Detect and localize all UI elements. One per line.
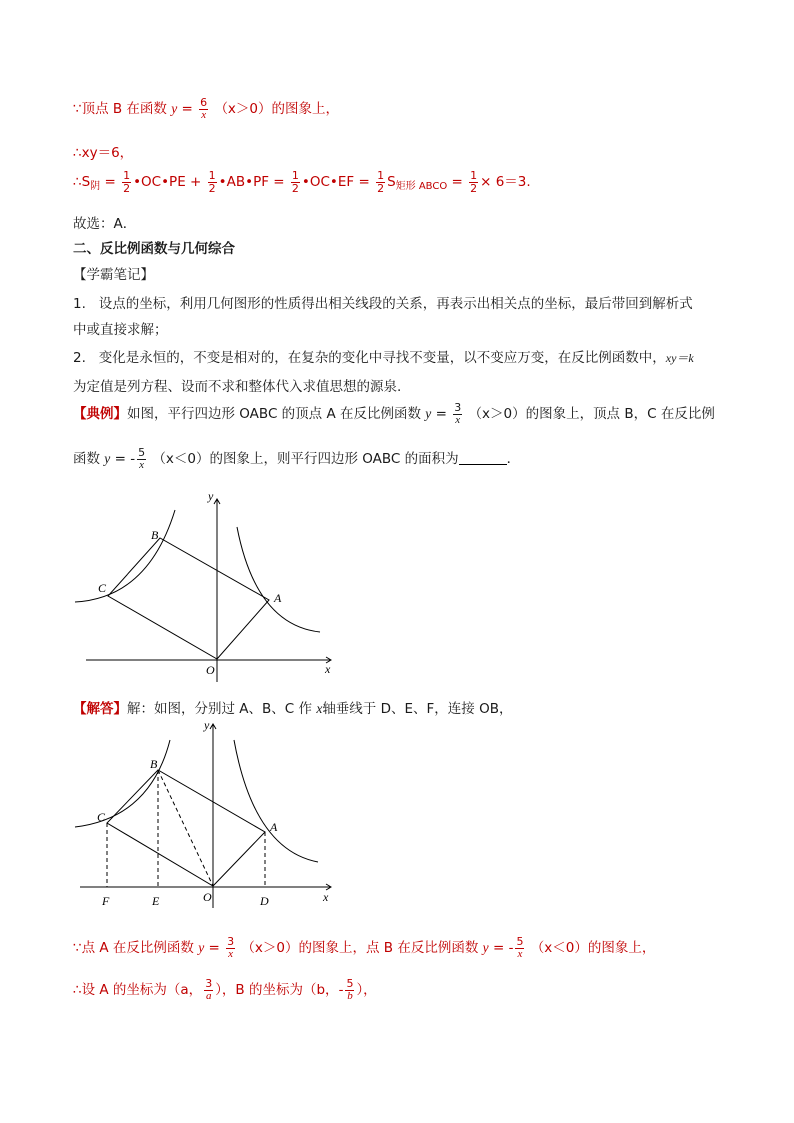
final1-n1: 3 (227, 935, 235, 948)
example-p2b: （x＜0）的图象上，则平行四边形 OABC 的面积为 (152, 451, 459, 468)
final1-p2: （x＞0）的图象上，点 B 在反比例函数 (241, 940, 479, 957)
example-y1: y (425, 406, 432, 422)
line3-t3: •OC•EF = (301, 174, 370, 191)
line3-prefix: ∴S (73, 174, 91, 191)
fig1-curve-left (75, 510, 175, 602)
line-coordinates (73, 978, 377, 1002)
line-vertex-b (73, 97, 339, 121)
line1-prefix: ∵顶点 B 在函数 (73, 101, 167, 118)
line3-t5: × 6＝3. (480, 174, 531, 191)
example-n2: 5 (138, 446, 146, 459)
line1-eq: = (181, 101, 193, 118)
line3-frac3 (291, 170, 300, 194)
fig1-label-A: A (274, 591, 282, 605)
final1-n2: 5 (516, 935, 524, 948)
line3-f5d: 2 (470, 181, 478, 195)
fig2-label-E: E (152, 894, 160, 908)
fig2-label-B: B (150, 757, 158, 771)
line3-frac2 (208, 170, 217, 194)
line3-frac5 (469, 170, 478, 194)
line3-f2n: 1 (208, 169, 216, 182)
solution-text-b: 轴垂线于 D、E、F，连接 OB， (322, 701, 513, 717)
line3-eq2: = (451, 174, 463, 191)
line-xy-equals (73, 141, 133, 161)
fig1-curve-right (237, 527, 320, 632)
final2-p1: ∴设 A 的坐标为（a， (73, 982, 203, 999)
final2-n1: 3 (205, 977, 213, 990)
figure-1-parallelogram (0, 485, 794, 690)
answer-line (73, 212, 136, 232)
fig2-label-F: F (102, 894, 110, 908)
note-2-line-a (73, 346, 694, 366)
note2-formula: xy＝k (665, 351, 694, 365)
final1-y2: y (482, 940, 489, 956)
final2-p3: ）， (356, 982, 377, 999)
final1-sign2: - (508, 940, 514, 957)
fig1-label-y: y (208, 489, 214, 503)
fig1-label-C: C (98, 581, 107, 595)
line3-f2d: 2 (208, 181, 216, 195)
answer-blank (459, 452, 507, 465)
example-d2: x (137, 459, 146, 472)
note-1-line-a (73, 292, 693, 312)
line2-text: ∴xy＝6， (73, 145, 134, 161)
note2-num: 2. (73, 350, 86, 366)
example-p1b: （x＞0）的图象上，顶点 B，C 在反比例 (468, 406, 715, 423)
line3-t4: S (387, 174, 396, 191)
example-line-1 (73, 402, 715, 426)
fig2-label-O: O (203, 890, 212, 904)
example-d1: x (453, 414, 462, 427)
final2-d1: a (205, 989, 212, 1002)
figure-2-solution (0, 715, 794, 915)
fig2-label-y: y (204, 718, 210, 732)
fig1-parallelogram (108, 538, 269, 659)
final1-d2: x (515, 948, 524, 961)
fig2-label-x: x (323, 890, 329, 904)
final2-sign: - (338, 982, 344, 999)
example-tag: 【典例】 (73, 406, 127, 423)
line3-frac1 (122, 170, 131, 194)
line1-den: x (199, 109, 208, 122)
fig2-label-D: D (260, 894, 269, 908)
example-eq1: = (435, 406, 447, 423)
fig2-curve-right (234, 740, 318, 862)
line3-t1: •OC•PE + (133, 174, 202, 191)
final1-frac1 (226, 936, 235, 960)
section-title: 二、反比例函数与几何综合 (73, 241, 235, 257)
line3-f1n: 1 (123, 169, 131, 182)
solution-x: x (316, 701, 323, 716)
final1-p1: ∵点 A 在反比例函数 (73, 940, 194, 957)
final1-frac2 (515, 936, 524, 960)
final1-p3: （x＜0）的图象上， (530, 940, 656, 957)
example-y2: y (104, 451, 111, 467)
line1-num: 6 (200, 96, 208, 109)
example-sign2: - (130, 451, 136, 468)
final2-frac2 (345, 978, 354, 1002)
note2-line-a-text: 变化是永恒的，不变是相对的，在复杂的变化中寻找不变量，以不变应万变，在反比例函数中， (98, 350, 666, 366)
line1-fraction (199, 97, 208, 121)
final2-p2: ），B 的坐标为（b， (215, 982, 339, 999)
line3-f4d: 2 (377, 181, 385, 195)
line-area-derivation (73, 170, 531, 194)
line1-cond: （x＞0）的图象上， (214, 101, 340, 118)
line3-sub2: 矩形 ABCO (395, 181, 448, 193)
final2-d2: b (347, 989, 353, 1002)
final1-eq1: = (208, 940, 220, 957)
fig2-curve-left (75, 740, 170, 827)
line3-f4n: 1 (377, 169, 385, 182)
line3-f3n: 1 (291, 169, 299, 182)
final2-n2: 5 (346, 977, 354, 990)
example-p1a: 如图，平行四边形 OABC 的顶点 A 在反比例函数 (127, 406, 421, 423)
fig2-line-OB (158, 770, 213, 886)
note1-num: 1. (73, 296, 86, 312)
line3-frac4 (376, 170, 385, 194)
fig1-label-x: x (325, 662, 331, 676)
notes-title: 【学霸笔记】 (73, 267, 154, 283)
final1-d1: x (226, 948, 235, 961)
line3-f1d: 2 (123, 181, 131, 195)
note1-line-a-text: 设点的坐标，利用几何图形的性质得出相关线段的关系，再表示出相关点的坐标，最后带回到解析式 (98, 296, 693, 312)
final2-frac1 (204, 978, 213, 1002)
fig1-label-B: B (151, 528, 159, 542)
example-frac1 (453, 402, 462, 426)
note-1-line-b: 中或直接求解； (73, 322, 168, 338)
final1-eq2: = (492, 940, 505, 957)
final1-y1: y (198, 940, 205, 956)
line3-sub: 阴 (90, 181, 101, 193)
line3-t2: •AB•PF = (218, 174, 285, 191)
example-eq2: = (114, 451, 126, 468)
example-n1: 3 (454, 401, 462, 414)
fig2-label-A: A (270, 820, 278, 834)
line3-f5n: 1 (470, 169, 478, 182)
example-frac2 (137, 447, 146, 471)
line3-eq1: = (104, 174, 116, 191)
fig1-label-O: O (206, 663, 215, 677)
line-points-on-graph (73, 936, 655, 960)
solution-line (73, 697, 512, 717)
example-p2c: ． (506, 451, 521, 468)
line3-f3d: 2 (291, 181, 299, 195)
line1-y: y (171, 101, 178, 117)
solution-tag: 【解答】 (73, 701, 127, 717)
fig2-label-C: C (97, 810, 106, 824)
answer-text: 故选：A． (73, 216, 137, 232)
example-p2a: 函数 (73, 451, 100, 468)
note-2-line-b: 为定值是列方程、设而不求和整体代入求值思想的源泉. (73, 379, 402, 395)
example-line-2 (73, 447, 520, 471)
solution-text-a: 解：如图，分别过 A、B、C 作 (127, 701, 313, 717)
